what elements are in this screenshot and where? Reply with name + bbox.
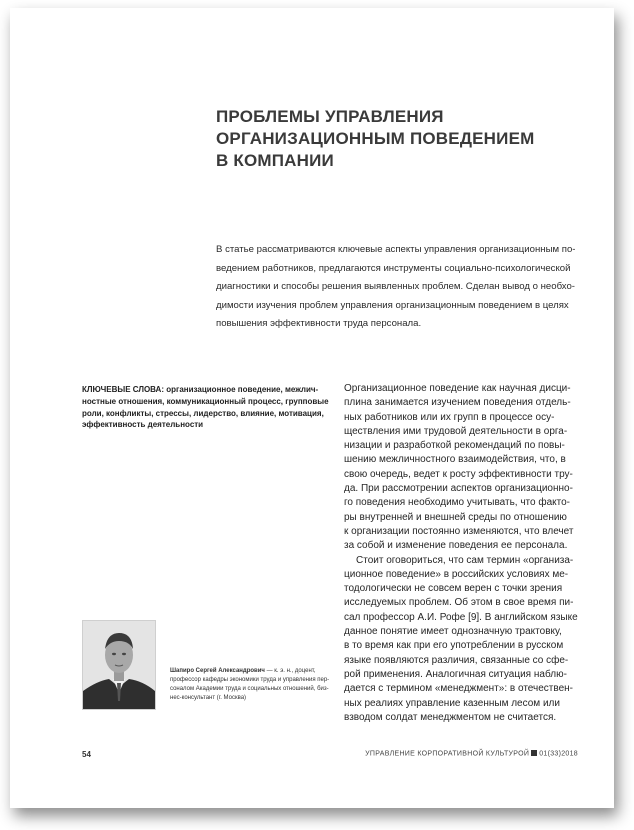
author-name: Шапиро Сергей Александрович (170, 668, 265, 674)
body-line: данное понятие имеет однозначную трактовку, (344, 626, 562, 638)
body-line: низации и разработкой рекомендаций по повы- (344, 440, 565, 452)
body-line: ры внутренней и внешней среды по отношению (344, 511, 567, 523)
body-line: языке появляются различия, связанные со сфе- (344, 654, 569, 666)
keywords (82, 384, 332, 431)
abstract-line: В статье рассматриваются ключевые аспекты управления организационным по- (216, 244, 576, 255)
body-line: за собой и изменение поведения ее персонала. (344, 540, 568, 552)
body-line: ных работников или их групп в процессе осу- (344, 411, 555, 423)
body-line: исследуемых проблем. Об этом в свое время пи- (344, 597, 574, 609)
abstract-line: ведением работников, предлагаются инструменты социально-психологической (216, 262, 571, 274)
article-body (344, 382, 600, 725)
journal-issue: 01(33)2018 (539, 750, 578, 758)
article-abstract (216, 241, 596, 334)
title-line: В КОМПАНИИ (216, 151, 334, 170)
title-line: ПРОБЛЕМЫ УПРАВЛЕНИЯ (216, 107, 444, 126)
body-line: рой применения. Аналогичная ситуация наблю- (344, 668, 567, 680)
article-title (216, 106, 576, 172)
body-line: к организации постоянно изменяются, что влечет (344, 525, 574, 537)
square-separator-icon (531, 750, 537, 756)
body-line: дается с термином «менеджмент»: в отечествен- (344, 683, 573, 695)
journal-page (10, 8, 614, 808)
author-line: соналом Академии труда и социальных отношений, биз- (170, 686, 329, 692)
body-line: Организационное поведение как научная дисци- (344, 383, 571, 394)
author-portrait-image (83, 621, 155, 709)
body-line: взводом солдат менеджментом не считается. (344, 711, 557, 723)
author-line: нес-консультант (г. Москва) (170, 695, 247, 701)
body-line: ных реалиях управление казенным лесом или (344, 697, 560, 709)
body-line: плина занимается изучением поведения отдель- (344, 397, 571, 409)
abstract-line: повышения эффективности труда персонала. (216, 318, 422, 330)
journal-footer (365, 750, 578, 758)
body-line: да. При рассмотрении аспектов организационно- (344, 483, 573, 495)
body-line: ционное поведение» в российских условиях ме- (344, 568, 569, 580)
page-number: 54 (82, 750, 91, 759)
title-line: ОРГАНИЗАЦИОННЫМ ПОВЕДЕНИЕМ (216, 129, 535, 148)
body-line: ществления ими трудовой деятельности в орга- (344, 425, 568, 437)
author-photo (82, 620, 156, 710)
author-line: профессор кафедры экономики труда и управления пер- (170, 677, 330, 683)
body-line: шению межличностного взаимодействия, что, в (344, 454, 566, 466)
abstract-line: димости изучения проблем управления организационным поведением в целях (216, 299, 569, 311)
body-line: свою очередь, ведет к росту эффективности тру- (344, 468, 573, 480)
keywords-line: ностные отношения, коммуникационный процесс, групповые (82, 396, 329, 406)
journal-name: УПРАВЛЕНИЕ КОРПОРАТИВНОЙ КУЛЬТУРОЙ (365, 750, 530, 758)
body-line: Стоит оговориться, что сам термин «организа- (356, 554, 574, 566)
author-info (170, 667, 330, 703)
keywords-line: КЛЮЧЕВЫЕ СЛОВА: организационное поведение, межлич- (82, 385, 319, 394)
body-line: в то время как при его употреблении в русском (344, 640, 564, 652)
body-line: го поведения необходимо учитывать, что факто- (344, 497, 570, 509)
body-line: сал профессор А.И. Рофе [9]. В английском языке (344, 611, 578, 623)
keywords-line: эффективность деятельности (82, 420, 204, 430)
author-first-line (170, 667, 330, 676)
abstract-line: диагностики и способы решения выявленных проблем. Сделан вывод о необхо- (216, 281, 575, 293)
body-line: тодологически не совсем верен с точки зрения (344, 583, 563, 595)
author-title: — к. э. н., доцент, (264, 668, 316, 674)
keywords-line: роли, конфликты, стрессы, лидерство, влияние, мотивация, (82, 408, 324, 418)
